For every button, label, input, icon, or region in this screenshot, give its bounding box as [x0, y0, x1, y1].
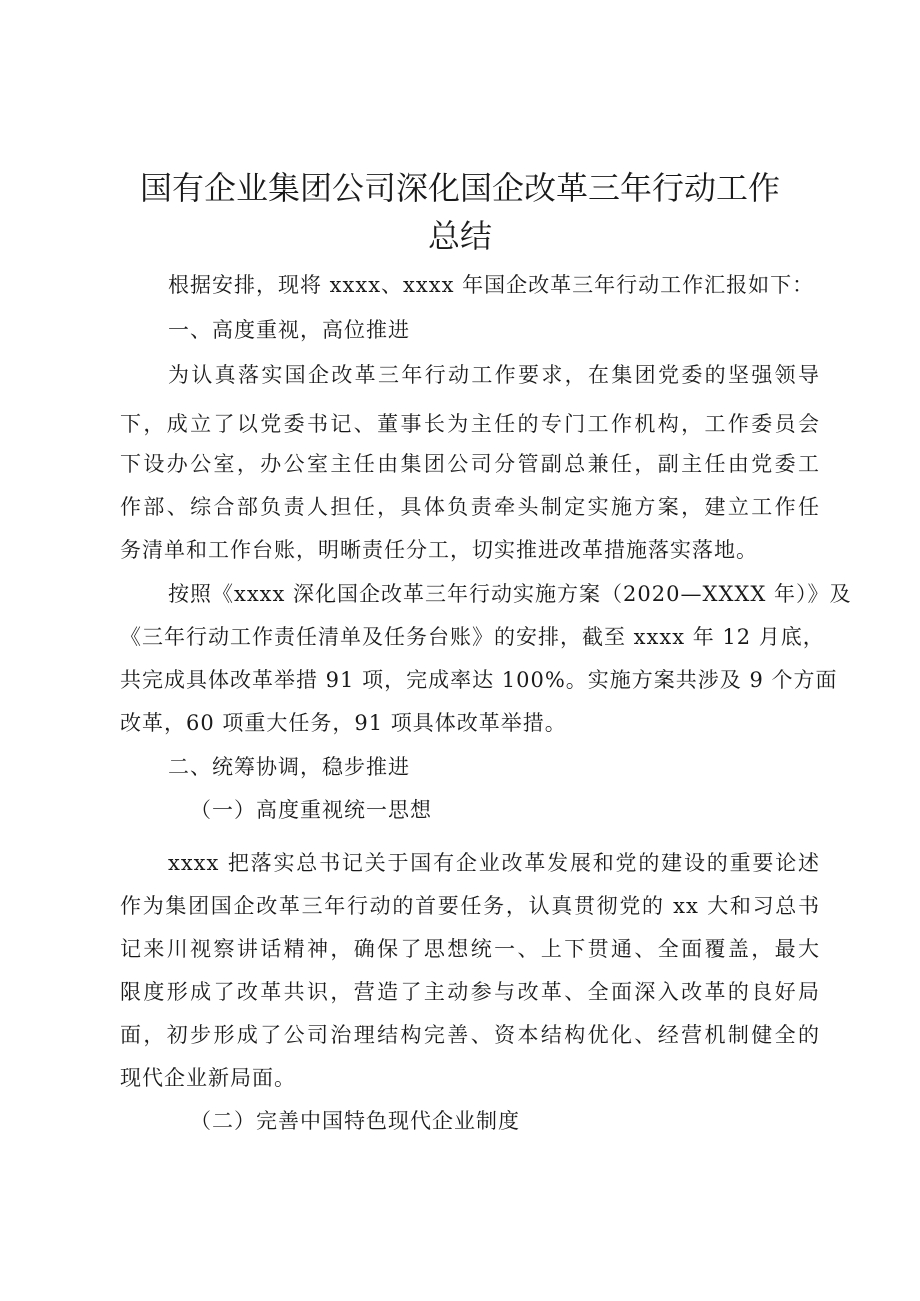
section-1-para-2-line: 共完成具体改革举措 91 项，完成率达 100%。实施方案共涉及 9 个方面: [120, 668, 838, 692]
section-2-sub-1-heading: （一）高度重视统一思想: [190, 798, 432, 822]
section-2-sub-1-para-line: xxxx 把落实总书记关于国有企业改革发展和党的建设的重要论述: [168, 851, 820, 875]
section-2-sub-1-para-line: 限度形成了改革共识，营造了主动参与改革、全面深入改革的良好局: [120, 980, 820, 1004]
section-2-sub-2-heading: （二）完善中国特色现代企业制度: [190, 1109, 520, 1133]
section-1-para-2-line: 改革，60 项重大任务，91 项具体改革举措。: [120, 711, 567, 735]
section-1-para-1-line: 作部、综合部负责人担任，具体负责牵头制定实施方案，建立工作任: [120, 495, 820, 519]
section-1-para-2-line: 按照《xxxx 深化国企改革三年行动实施方案（2020—XXXX 年）》及: [168, 582, 852, 606]
document-title-line-1: 国有企业集团公司深化国企改革三年行动工作: [139, 169, 780, 207]
section-1-para-1-line: 为认真落实国企改革三年行动工作要求，在集团党委的坚强领导: [168, 363, 820, 387]
section-1-para-1-line: 下设办公室，办公室主任由集团公司分管副总兼任，副主任由党委工: [120, 452, 820, 476]
section-1-para-1-line: 下，成立了以党委书记、董事长为主任的专门工作机构，工作委员会: [120, 412, 820, 436]
section-2-sub-1-para-line: 作为集团国企改革三年行动的首要任务，认真贯彻党的 xx 大和习总书: [120, 894, 820, 918]
intro-paragraph: 根据安排，现将 xxxx、xxxx 年国企改革三年行动工作汇报如下：: [168, 273, 815, 297]
section-2-sub-1-para-line: 现代企业新局面。: [120, 1066, 296, 1090]
section-2-sub-1-para-line: 面，初步形成了公司治理结构完善、资本结构优化、经营机制健全的: [120, 1023, 820, 1047]
section-1-heading: 一、高度重视，高位推进: [168, 318, 410, 342]
section-2-sub-1-para-line: 记来川视察讲话精神，确保了思想统一、上下贯通、全面覆盖，最大: [120, 937, 820, 961]
section-2-heading: 二、统筹协调，稳步推进: [168, 755, 410, 779]
document-title-line-2: 总结: [427, 217, 492, 255]
section-1-para-1-line: 务清单和工作台账，明晰责任分工，切实推进改革措施落实落地。: [120, 538, 758, 562]
section-1-para-2-line: 《三年行动工作责任清单及任务台账》的安排，截至 xxxx 年 12 月底，: [120, 625, 825, 649]
